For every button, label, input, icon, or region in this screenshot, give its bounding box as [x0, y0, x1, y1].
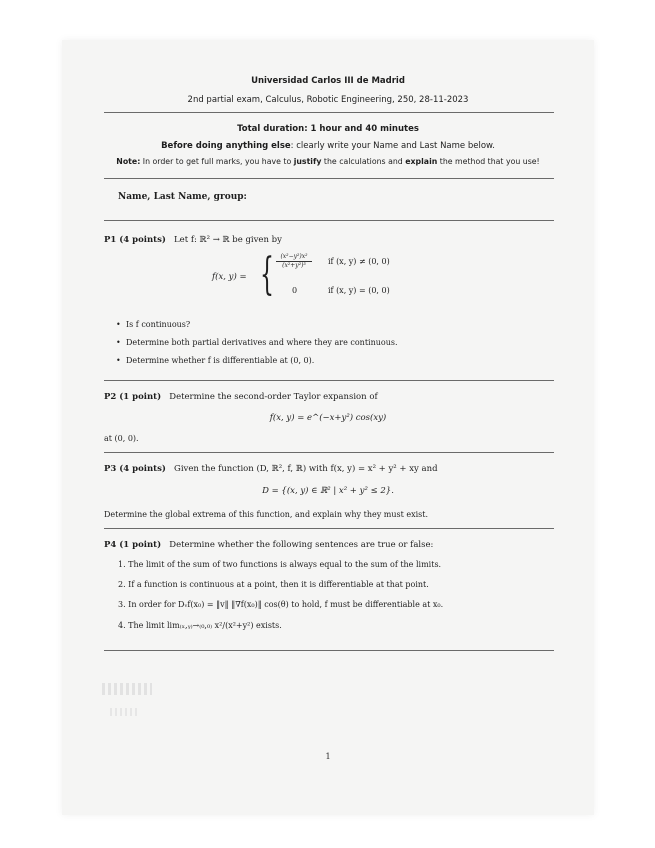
p1-case2-value: 0	[292, 286, 298, 295]
note-explain: explain	[405, 157, 438, 166]
bleed-through-mark	[110, 708, 140, 716]
p4-item: 4. The limit lim₍ₓ,ᵧ₎→₍₀,₀₎ x²/(x²+y²) exists.	[118, 621, 282, 630]
page-number: 1	[325, 752, 331, 761]
p1-header	[104, 235, 282, 245]
name-field-label: Name, Last Name, group:	[118, 192, 247, 202]
p1-case1-denominator: (x²+y²)³	[282, 262, 306, 269]
divider	[104, 178, 554, 179]
p1-case2-condition: if (x, y) = (0, 0)	[328, 286, 390, 295]
p1-item: • Is f continuous?	[126, 320, 190, 329]
p1-item: • Determine whether f is differentiable at (0, 0).	[126, 356, 314, 365]
divider	[104, 380, 554, 381]
note-part3: the method that you use!	[437, 157, 540, 166]
p4-item: 1. The limit of the sum of two functions is always equal to the sum of the limits.	[118, 560, 442, 569]
exam-title: 2nd partial exam, Calculus, Robotic Engineering, 250, 28-11-2023	[187, 95, 469, 105]
divider	[104, 650, 554, 651]
p2-intro: Determine the second-order Taylor expansion of	[169, 392, 378, 402]
divider	[104, 528, 554, 529]
total-duration: Total duration: 1 hour and 40 minutes	[237, 124, 419, 134]
divider	[104, 112, 554, 113]
p3-domain: D = {(x, y) ∈ ℝ² | x² + y² ≤ 2}.	[262, 486, 394, 496]
p2-heading: P2 (1 point)	[104, 392, 162, 402]
p4-header	[104, 540, 433, 550]
p3-task: Determine the global extrema of this function, and explain why they must exist.	[104, 510, 429, 519]
divider	[104, 452, 554, 453]
p1-intro: Let f: ℝ² → ℝ be given by	[174, 235, 282, 245]
p1-case1-numerator: (x²−y²)x²	[280, 253, 308, 260]
before-rest: : clearly write your Name and Last Name below.	[290, 141, 495, 151]
divider	[104, 220, 554, 221]
p1-case1-condition: if (x, y) ≠ (0, 0)	[328, 257, 390, 266]
left-brace: {	[260, 249, 274, 300]
p2-formula: f(x, y) = e^(−x+y²) cos(xy)	[269, 413, 387, 423]
note-label: Note:	[116, 157, 141, 166]
p1-heading: P1 (4 points)	[104, 235, 166, 245]
p1-formula-lhs: f(x, y) =	[212, 272, 247, 282]
p2-at-point: at (0, 0).	[104, 434, 139, 443]
exam-page	[62, 40, 594, 815]
p1-item: • Determine both partial derivatives and where they are continuous.	[126, 338, 398, 347]
note-part2: the calculations and	[321, 157, 406, 166]
before-instruction	[62, 141, 594, 151]
p3-heading: P3 (4 points)	[104, 464, 166, 474]
p4-item: 2. If a function is continuous at a point, then it is differentiable at that point.	[118, 580, 429, 589]
before-bold: Before doing anything else	[161, 141, 291, 151]
note-part1: In order to get full marks, you have to	[140, 157, 294, 166]
p2-header	[104, 392, 378, 402]
p3-header	[104, 464, 438, 474]
p1-piecewise-formula	[212, 249, 462, 302]
p3-intro: Given the function (D, ℝ², f, ℝ) with f(x, y) = x² + y² + xy and	[174, 464, 438, 474]
note-line	[62, 157, 594, 166]
p4-item: 3. In order for Dᵥf(x₀) = ‖v‖ ‖∇f(x₀)‖ cos(θ) to hold, f must be differentiable at x₀.	[118, 600, 444, 609]
p4-intro: Determine whether the following sentences are true or false:	[169, 540, 434, 550]
p4-heading: P4 (1 point)	[104, 540, 162, 550]
university-name: Universidad Carlos III de Madrid	[251, 76, 405, 86]
bleed-through-mark	[102, 683, 152, 695]
note-justify: justify	[293, 157, 322, 166]
